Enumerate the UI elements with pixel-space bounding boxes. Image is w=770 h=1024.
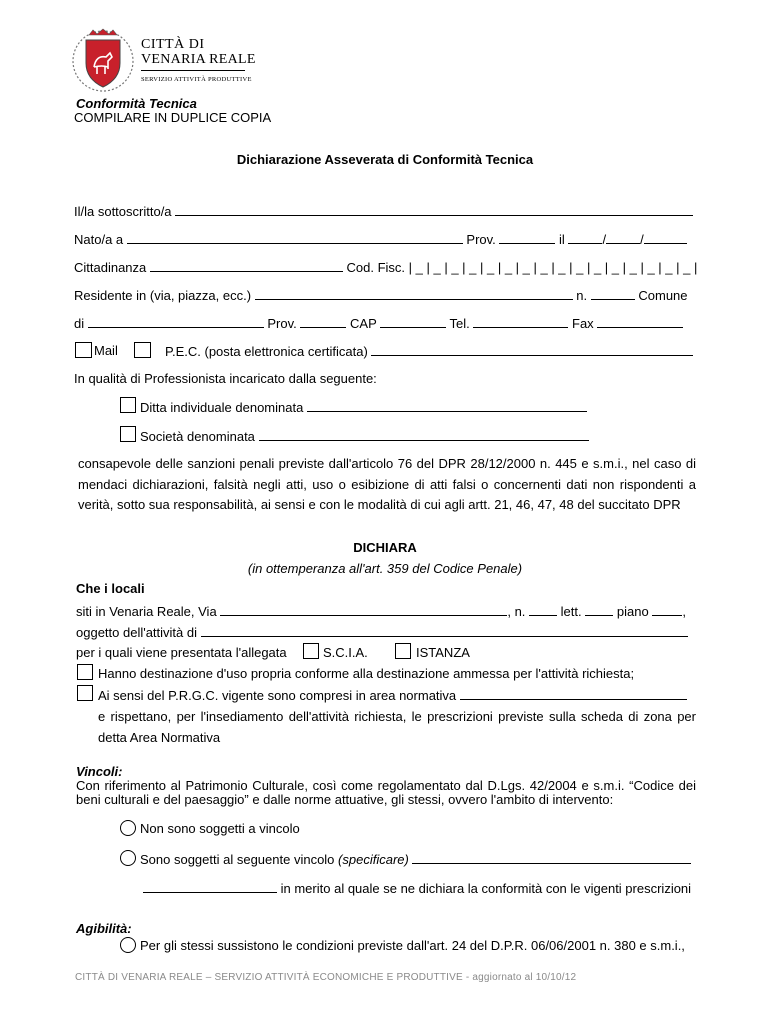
city-name-line2: VENARIA REALE (141, 52, 256, 67)
label-specificare: (specificare) (338, 852, 409, 867)
agibilita-heading: Agibilità: (76, 921, 132, 936)
label-non-soggetti: Non sono soggetti a vincolo (140, 821, 300, 836)
row-siti (76, 603, 686, 619)
label-prov: Prov. (267, 316, 297, 331)
radio-agibilita[interactable] (120, 937, 136, 953)
input-sottoscritto[interactable] (175, 203, 693, 216)
label-fax: Fax (572, 316, 594, 331)
label-qualita: In qualità di Professionista incaricato dalla seguente: (74, 371, 377, 386)
label-n: n. (576, 288, 588, 303)
date-slash: / (602, 232, 607, 247)
label-mail: Mail (94, 343, 118, 358)
consapevole-line-2: mendaci dichiarazioni, falsità negli atti, uso o esibizione di atti falsi o concernenti dati non rispondenti a (78, 477, 696, 492)
label-piano: piano (616, 604, 649, 619)
dichiara-heading: DICHIARA (353, 540, 417, 555)
row-sottoscritto (74, 203, 693, 219)
input-pec[interactable] (371, 343, 693, 356)
label-pec: P.E.C. (posta elettronica certificata) (165, 344, 368, 359)
document-title: Dichiarazione Asseverata di Conformità Tecnica (236, 152, 534, 167)
input-comune[interactable] (88, 315, 264, 328)
row-societa (140, 428, 589, 444)
input-giorno[interactable] (568, 231, 602, 244)
row-soggetti (140, 851, 691, 867)
comma: , (682, 604, 686, 619)
label-nato: Nato/a a (74, 232, 124, 247)
input-cittadinanza[interactable] (150, 259, 343, 272)
label-di: di (74, 316, 85, 331)
label-cod-fisc: Cod. Fisc. (346, 260, 406, 275)
consapevole-line-3: verità, sotto sua responsabilità, ai sensi e con le modalità di cui agli artt. 21, 46, 47, 48 del succitato DPR (78, 497, 681, 512)
label-prov: Prov. (466, 232, 496, 247)
row-comune (74, 315, 683, 331)
label-prgc: Ai sensi del P.R.G.C. vigente sono compresi in area normativa (98, 688, 457, 703)
label-cap: CAP (350, 316, 377, 331)
city-crest-logo (72, 27, 134, 93)
input-lettera[interactable] (585, 603, 613, 616)
label-residente: Residente in (via, piazza, ecc.) (74, 288, 252, 303)
checkbox-destinazione[interactable] (77, 664, 93, 680)
label-istanza: ISTANZA (416, 645, 470, 660)
label-comune: Comune (638, 288, 688, 303)
label-per-i-quali: per i quali viene presentata l'allegata (76, 645, 287, 660)
input-anno[interactable] (644, 231, 687, 244)
row-oggetto (76, 624, 688, 640)
checkbox-istanza[interactable] (395, 643, 411, 659)
input-vincolo[interactable] (412, 851, 691, 864)
form-instruction: COMPILARE IN DUPLICE COPIA (74, 110, 272, 125)
label-scia: S.C.I.A. (323, 645, 368, 660)
checkbox-scia[interactable] (303, 643, 319, 659)
input-numero-locali[interactable] (529, 603, 557, 616)
comma: , (507, 604, 511, 619)
label-il: il (559, 232, 565, 247)
label-tel: Tel. (449, 316, 470, 331)
input-piano[interactable] (652, 603, 682, 616)
row-ditta (140, 399, 587, 415)
row-prgc (98, 687, 687, 703)
date-slash: / (640, 232, 644, 247)
checkbox-ditta[interactable] (120, 397, 136, 413)
input-prov-nascita[interactable] (499, 231, 555, 244)
input-fax[interactable] (597, 315, 683, 328)
vincoli-heading: Vincoli: (76, 764, 123, 779)
che-i-locali: Che i locali (76, 581, 145, 596)
rispettano-line-1: e rispettano, per l'insediamento dell'attività richiesta, le prescrizioni previste sulla scheda di zona per (98, 709, 696, 724)
label-sottoscritto: Il/la sottoscritto/a (74, 204, 172, 219)
service-name: SERVIZIO ATTIVITÀ PRODUTTIVE (141, 76, 252, 83)
label-cittadinanza: Cittadinanza (74, 260, 147, 275)
vincoli-line-2: beni culturali e del paesaggio” e dalle norme attuative, gli stessi, ovvero l'ambito di intervento: (76, 792, 614, 807)
row-residente (74, 287, 688, 303)
row-pec (165, 343, 693, 359)
row-merito (143, 880, 691, 896)
input-oggetto-attivita[interactable] (201, 624, 688, 637)
dichiara-subheading: (in ottemperanza all'art. 359 del Codice Penale) (247, 561, 523, 576)
input-societa[interactable] (259, 428, 589, 441)
label-n: n. (514, 604, 526, 619)
row-cittadinanza (74, 259, 697, 275)
label-lett: lett. (560, 604, 582, 619)
checkbox-prgc[interactable] (77, 685, 93, 701)
label-merito: in merito al quale se ne dichiara la conformità con le vigenti prescrizioni (280, 881, 692, 896)
form-title: Conformità Tecnica (76, 96, 197, 111)
label-oggetto: oggetto dell'attività di (76, 625, 198, 640)
input-civico[interactable] (591, 287, 635, 300)
page-footer: CITTÀ DI VENARIA REALE – SERVIZIO ATTIVITÀ ECONOMICHE E PRODUTTIVE - aggiornato al 10/10/12 (75, 972, 577, 983)
checkbox-mail[interactable] (75, 342, 92, 358)
radio-soggetti[interactable] (120, 850, 136, 866)
input-prov-residenza[interactable] (300, 315, 346, 328)
input-area-normativa[interactable] (460, 687, 687, 700)
radio-non-soggetti[interactable] (120, 820, 136, 836)
label-societa: Società denominata (140, 429, 255, 444)
input-via-residenza[interactable] (255, 287, 573, 300)
input-luogo-nascita[interactable] (127, 231, 463, 244)
checkbox-pec[interactable] (134, 342, 151, 358)
input-cap[interactable] (380, 315, 446, 328)
header-divider (141, 70, 245, 71)
input-via-locali[interactable] (220, 603, 507, 616)
input-tel[interactable] (473, 315, 568, 328)
input-vincolo-cont[interactable] (143, 880, 277, 893)
input-ditta[interactable] (307, 399, 587, 412)
input-mese[interactable] (606, 231, 640, 244)
label-soggetti: Sono soggetti al seguente vincolo (140, 852, 335, 867)
consapevole-line-1: consapevole delle sanzioni penali previste dall'articolo 76 del DPR 28/12/2000 n. 445 e s.m.i., nel caso di (78, 456, 696, 471)
vincoli-line-1: Con riferimento al Patrimonio Culturale, così come regolamentato dal D.Lgs. 42/2004 e s.m.i. “Codice dei (76, 778, 696, 793)
label-agibilita: Per gli stessi sussistono le condizioni previste dall'art. 24 del D.P.R. 06/06/2001 n. 380 e s.m.i., (140, 938, 685, 953)
checkbox-societa[interactable] (120, 426, 136, 442)
label-ditta: Ditta individuale denominata (140, 400, 304, 415)
input-cod-fisc[interactable]: | _ | _ | _ | _ | _ | _ | _ | _ | _ | _ | _ | _ | _ | _ | _ | _ | (408, 260, 698, 275)
label-destinazione: Hanno destinazione d'uso propria conforme alla destinazione ammessa per l'attività richiesta; (98, 666, 635, 681)
city-name-line1: CITTÀ DI (141, 37, 205, 52)
rispettano-line-2: detta Area Normativa (98, 730, 221, 745)
row-nato (74, 231, 687, 247)
label-siti: siti in Venaria Reale, Via (76, 604, 217, 619)
